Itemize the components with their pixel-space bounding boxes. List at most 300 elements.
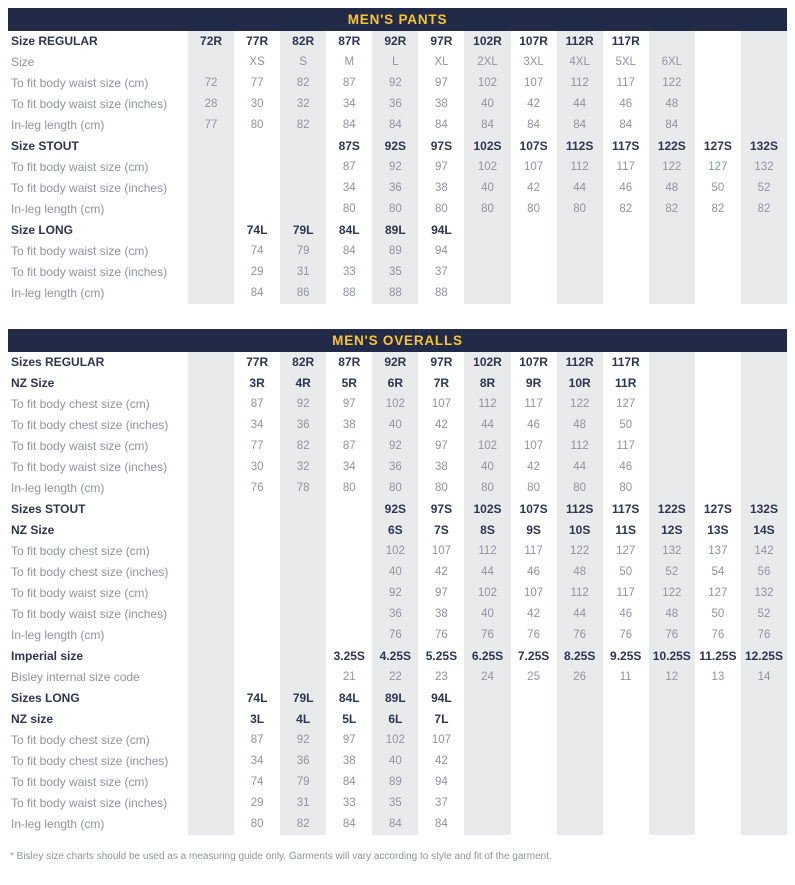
cell: 117: [616, 587, 635, 599]
cell: [464, 220, 510, 241]
cell: 25: [527, 671, 540, 683]
table-row: [8, 415, 787, 436]
cell: 92S: [372, 499, 418, 520]
cell: [741, 394, 787, 415]
cell: [649, 415, 695, 436]
cell: 97: [342, 734, 356, 746]
cell: 4XL: [557, 52, 603, 73]
cell: 86: [280, 283, 326, 304]
cell: [557, 793, 603, 814]
cell: [557, 262, 603, 283]
cell: [695, 688, 741, 709]
cell: 92R: [372, 352, 418, 373]
row-label: To fit body waist size (cm): [11, 76, 149, 90]
cell: [603, 751, 649, 772]
cell: 7R: [433, 376, 450, 390]
cell: 29: [250, 797, 264, 809]
cell: [741, 241, 787, 262]
cell: [695, 352, 741, 373]
cell: [649, 709, 695, 730]
cell: 92: [372, 436, 418, 457]
cell: 32: [280, 457, 326, 478]
cell: 132: [741, 157, 787, 178]
cell: [188, 352, 234, 373]
cell: 28: [188, 94, 234, 115]
table-row: [8, 814, 787, 835]
cell: [188, 415, 234, 436]
cell: 8S: [464, 520, 510, 541]
table-row: [8, 562, 787, 583]
cell: 87R: [338, 355, 361, 369]
cell: 80: [435, 203, 448, 215]
cell: [649, 751, 695, 772]
cell: 82: [649, 199, 695, 220]
cell: 52: [649, 562, 695, 583]
cell: [741, 478, 787, 499]
table-row: [8, 157, 787, 178]
cell: [188, 520, 234, 541]
cell: 80: [250, 119, 264, 131]
table-row: [8, 793, 787, 814]
cell: 84: [435, 119, 448, 131]
cell: 112: [557, 436, 603, 457]
row-label: In-leg length (cm): [11, 817, 105, 831]
cell: 14: [741, 667, 787, 688]
cell: 8.25S: [557, 646, 603, 667]
cell: [280, 604, 326, 625]
cell: [695, 772, 741, 793]
cell: [326, 499, 372, 520]
cell: 54: [711, 566, 725, 578]
cell: 48: [649, 178, 695, 199]
cell: 44: [464, 562, 510, 583]
cell: [649, 262, 695, 283]
cell: 122: [557, 394, 603, 415]
cell: [695, 394, 741, 415]
cell: [326, 520, 372, 541]
footnote: * Bisley size charts should be used as a measuring guide only. Garments will vary according to style and fit of the garment.: [10, 851, 552, 862]
cell: 48: [649, 604, 695, 625]
table-row: [8, 751, 787, 772]
cell: 44: [464, 415, 510, 436]
cell: [557, 772, 603, 793]
cell: [649, 772, 695, 793]
cell: [464, 730, 510, 751]
cell: [188, 136, 234, 157]
cell: [280, 499, 326, 520]
cell: [603, 241, 649, 262]
cell: [188, 709, 234, 730]
cell: 94L: [431, 691, 452, 705]
cell: 11R: [615, 376, 637, 390]
cell: 127S: [703, 502, 732, 516]
cell: 46: [619, 182, 633, 194]
cell: 89L: [372, 688, 418, 709]
cell: 4.25S: [372, 646, 418, 667]
cell: [695, 814, 741, 835]
cell: 44: [557, 457, 603, 478]
cell: 77R: [246, 355, 269, 369]
cell: [188, 583, 234, 604]
cell: 3R: [249, 376, 265, 390]
table-row: [8, 436, 787, 457]
row-label: Bisley internal size code: [11, 670, 140, 684]
cell: 36: [372, 94, 418, 115]
cell: 82: [280, 115, 326, 136]
cell: 112S: [557, 136, 603, 157]
row-label: To fit body waist size (inches): [11, 607, 168, 621]
cell: [695, 436, 741, 457]
cell: 80: [372, 199, 418, 220]
table-row: [8, 709, 787, 730]
row-label: To fit body chest size (inches): [11, 754, 169, 768]
cell: 127: [616, 398, 636, 410]
cell: [557, 688, 603, 709]
cell: 107: [523, 161, 544, 173]
cell: [741, 457, 787, 478]
row-label: To fit body chest size (inches): [11, 565, 169, 579]
cell: [695, 415, 741, 436]
cell: 107S: [519, 139, 548, 153]
cell: [695, 793, 741, 814]
cell: 36: [280, 751, 326, 772]
cell: 78: [280, 478, 326, 499]
cell: 112: [557, 157, 603, 178]
mens-pants-title: MEN'S PANTS: [347, 12, 448, 27]
cell: 102R: [464, 31, 510, 52]
cell: [741, 52, 787, 73]
cell: 92: [280, 394, 326, 415]
table-row: [8, 478, 787, 499]
cell: 42: [435, 419, 448, 431]
cell: 88: [372, 283, 418, 304]
cell: 38: [435, 461, 448, 473]
row-label: To fit body waist size (cm): [11, 244, 149, 258]
cell: [188, 646, 234, 667]
cell: [741, 709, 787, 730]
cell: 84: [250, 287, 264, 299]
cell: 4L: [280, 709, 326, 730]
cell: 31: [280, 262, 326, 283]
cell: [695, 751, 741, 772]
cell: [741, 751, 787, 772]
cell: [603, 793, 649, 814]
cell: 10.25S: [649, 646, 695, 667]
cell: [741, 373, 787, 394]
cell: 97S: [430, 502, 453, 516]
cell: 89L: [372, 220, 418, 241]
cell: [511, 772, 557, 793]
cell: 36: [280, 415, 326, 436]
cell: [511, 793, 557, 814]
cell: 87R: [338, 34, 361, 48]
cell: [741, 31, 787, 52]
cell: 77: [188, 115, 234, 136]
cell: 87: [342, 161, 356, 173]
cell: 102S: [464, 499, 510, 520]
cell: [280, 157, 326, 178]
row-label: To fit body waist size (cm): [11, 439, 149, 453]
cell: [326, 541, 372, 562]
cell: 32: [280, 94, 326, 115]
cell: [511, 709, 557, 730]
table-row: [8, 283, 787, 304]
cell: 112: [557, 73, 603, 94]
cell: [649, 394, 695, 415]
cell: [188, 814, 234, 835]
cell: [649, 436, 695, 457]
cell: 102: [464, 157, 510, 178]
cell: 122: [649, 157, 695, 178]
cell: [188, 262, 234, 283]
cell: 74: [250, 245, 264, 257]
cell: 7L: [434, 712, 449, 726]
row-label: To fit body chest size (cm): [11, 544, 150, 558]
cell: 107R: [519, 34, 548, 48]
mens-pants-body: [8, 31, 787, 304]
cell: [557, 709, 603, 730]
cell: [280, 541, 326, 562]
cell: [695, 730, 741, 751]
cell: 40: [372, 562, 418, 583]
cell: 80: [435, 482, 448, 494]
table-row: [8, 241, 787, 262]
cell: 56: [741, 562, 787, 583]
row-label: To fit body waist size (cm): [11, 160, 149, 174]
cell: [557, 283, 603, 304]
cell: [741, 772, 787, 793]
cell: [234, 199, 280, 220]
cell: 127S: [703, 139, 732, 153]
cell: [649, 352, 695, 373]
row-label: To fit body chest size (cm): [11, 733, 150, 747]
cell: 7S: [434, 523, 449, 537]
cell: [188, 436, 234, 457]
table-row: [8, 646, 787, 667]
table-row: [8, 772, 787, 793]
cell: [280, 562, 326, 583]
cell: [603, 772, 649, 793]
row-label: Sizes REGULAR: [11, 355, 105, 369]
cell: 102S: [464, 136, 510, 157]
cell: XS: [249, 56, 265, 68]
cell: 84: [527, 119, 540, 131]
cell: [188, 220, 234, 241]
cell: 42: [527, 461, 540, 473]
cell: 76: [250, 482, 264, 494]
cell: 132S: [741, 499, 787, 520]
cell: [603, 220, 649, 241]
table-row: [8, 199, 787, 220]
row-label: In-leg length (cm): [11, 481, 105, 495]
cell: L: [372, 52, 418, 73]
cell: [234, 520, 280, 541]
row-label: NZ size: [11, 712, 54, 726]
cell: 84: [619, 119, 633, 131]
cell: [741, 94, 787, 115]
cell: [280, 178, 326, 199]
cell: 40: [464, 178, 510, 199]
cell: 74L: [246, 223, 268, 237]
cell: [188, 772, 234, 793]
cell: [695, 52, 741, 73]
cell: 87: [250, 398, 264, 410]
cell: [234, 157, 280, 178]
table-row: [8, 136, 787, 157]
cell: 107: [523, 440, 544, 452]
cell: 50: [711, 608, 725, 620]
cell: 84: [342, 776, 356, 788]
table-row: [8, 115, 787, 136]
cell: 50: [711, 182, 725, 194]
cell: [649, 220, 695, 241]
cell: 132S: [741, 136, 787, 157]
cell: 5R: [341, 376, 357, 390]
cell: 72R: [188, 31, 234, 52]
cell: [326, 625, 372, 646]
cell: 44: [557, 178, 603, 199]
cell: [695, 94, 741, 115]
cell: 102R: [464, 352, 510, 373]
cell: 117: [616, 440, 635, 452]
cell: 87: [342, 77, 356, 89]
cell: 46: [527, 419, 540, 431]
cell: 84L: [338, 223, 360, 237]
cell: 34: [250, 419, 264, 431]
cell: 40: [372, 415, 418, 436]
cell: M: [344, 56, 355, 68]
cell: 80: [527, 482, 540, 494]
cell: 23: [435, 671, 448, 683]
cell: [188, 730, 234, 751]
cell: 76: [435, 629, 448, 641]
cell: 84: [435, 818, 448, 830]
table-row: [8, 52, 787, 73]
cell: [234, 562, 280, 583]
cell: 40: [464, 604, 510, 625]
cell: [741, 688, 787, 709]
cell: [695, 115, 741, 136]
table-row: [8, 352, 787, 373]
cell: [188, 157, 234, 178]
cell: 102: [372, 541, 418, 562]
cell: [234, 667, 280, 688]
cell: [234, 604, 280, 625]
cell: [280, 583, 326, 604]
cell: 84: [557, 115, 603, 136]
cell: [511, 283, 557, 304]
table-row: [8, 499, 787, 520]
cell: 37: [435, 797, 448, 809]
cell: 84: [649, 115, 695, 136]
cell: 92R: [372, 31, 418, 52]
cell: 79: [280, 772, 326, 793]
cell: 12S: [649, 520, 695, 541]
cell: 11S: [615, 523, 637, 537]
cell: [649, 688, 695, 709]
cell: 117: [524, 398, 543, 410]
cell: 36: [372, 178, 418, 199]
cell: [695, 709, 741, 730]
cell: [188, 541, 234, 562]
cell: 102: [372, 730, 418, 751]
cell: [511, 730, 557, 751]
table-row: [8, 667, 787, 688]
cell: 77: [250, 440, 264, 452]
cell: 87: [250, 734, 264, 746]
cell: 3XL: [523, 56, 544, 68]
cell: 97: [342, 398, 356, 410]
cell: 97R: [430, 355, 453, 369]
table-row: [8, 220, 787, 241]
row-label: Size LONG: [11, 223, 74, 237]
cell: [464, 814, 510, 835]
cell: [280, 520, 326, 541]
cell: 107S: [519, 502, 548, 516]
mens-overalls-header-bar: [8, 329, 787, 352]
cell: 22: [372, 667, 418, 688]
cell: [280, 646, 326, 667]
cell: [326, 562, 372, 583]
cell: 38: [435, 182, 448, 194]
cell: 127: [708, 587, 728, 599]
cell: [188, 283, 234, 304]
cell: [603, 688, 649, 709]
cell: 84: [464, 115, 510, 136]
cell: [188, 199, 234, 220]
cell: [188, 751, 234, 772]
cell: 112R: [557, 31, 603, 52]
cell: 112S: [557, 499, 603, 520]
cell: [649, 478, 695, 499]
mens-pants-header-bar: [8, 8, 787, 31]
cell: [695, 31, 741, 52]
cell: 97: [435, 161, 448, 173]
cell: 132: [649, 541, 695, 562]
cell: 92: [372, 73, 418, 94]
cell: 76: [711, 629, 725, 641]
cell: [741, 115, 787, 136]
row-label: To fit body chest size (cm): [11, 397, 150, 411]
cell: 94: [435, 776, 448, 788]
cell: [188, 793, 234, 814]
cell: 74: [250, 776, 264, 788]
cell: [741, 793, 787, 814]
cell: [188, 394, 234, 415]
cell: 21: [342, 671, 356, 683]
cell: [464, 688, 510, 709]
cell: [603, 730, 649, 751]
cell: 102: [464, 583, 510, 604]
cell: 42: [435, 755, 448, 767]
cell: 76: [741, 625, 787, 646]
cell: 42: [527, 98, 540, 110]
cell: 79: [280, 241, 326, 262]
row-label: To fit body waist size (inches): [11, 460, 168, 474]
cell: [188, 52, 234, 73]
cell: 72: [188, 73, 234, 94]
cell: 107R: [519, 355, 548, 369]
row-label: In-leg length (cm): [11, 628, 105, 642]
row-label: Imperial size: [11, 649, 84, 663]
cell: 122: [557, 541, 603, 562]
cell: 80: [464, 199, 510, 220]
cell: 5L: [342, 712, 357, 726]
cell: 82: [280, 436, 326, 457]
cell: [188, 604, 234, 625]
cell: [603, 709, 649, 730]
cell: [188, 625, 234, 646]
